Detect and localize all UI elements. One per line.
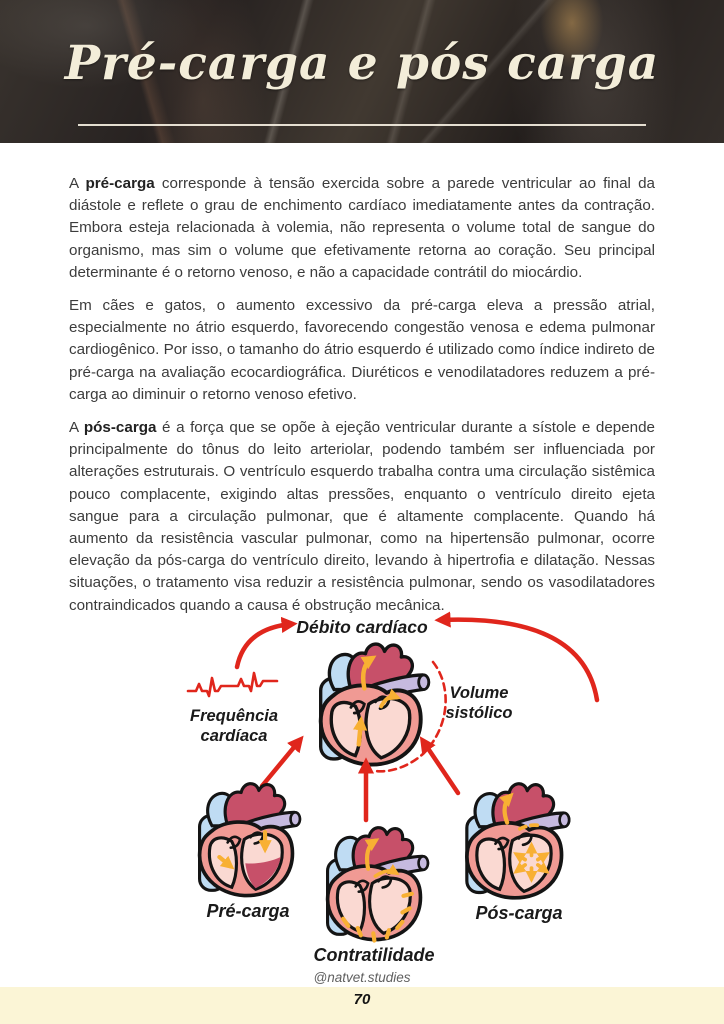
heart-illustration-poscarga [467,784,569,898]
page-title: Pré-carga e pós carga [64,36,660,91]
paragraph-caes-gatos [69,295,655,406]
paragraph-poscarga [69,417,655,617]
heart-illustration-contratilidade [328,828,428,941]
paragraph-body: é a força que se opõe à ejeção ventricular durante a sístole e depende principalmente do tônus do leito arteriolar, podendo também ser influenciada por alterações estruturais. O ventrículo esquerdo trabalha contra uma circulação sistêmica pouco complacente, exigindo altas pressões, enquanto o ventrículo direito ejeta sangue para a circulação pulmonar, que é altamente complacente. Quando há aumento da resistência vascular pulmonar, como na hipertensão pulmonar, ocorre elevação da pós-carga do ventrículo direito, levando à hipertrofia e dilatação. Nessas situações, o tratamento visa reduzir a resistência pulmonar, sendo os vasodilatadores contraindicados quando a causa é obstrução mecânica. [69,419,656,614]
term-pre-carga: pré-carga [85,175,155,192]
label-poscarga: Pós-carga [475,903,563,923]
label-contratilidade: Contratilidade [313,945,435,965]
paragraph-body: corresponde à tensão exercida sobre a parede ventricular ao final da diástole e reflete o grau de enchimento cardíaco imediatamente antes da contração. Embora esteja relacionada à volemia, não representa o volume total de sangue do organismo, mas sim o volume que efetivamente retorna ao coração. Seu principal determinante é o retorno venoso, e não a capacidade contrátil do miocárdio. [69,175,656,281]
page-number: 70 [353,991,371,1008]
arrow-frequencia-to-debito [237,624,292,667]
paragraph-prefix: A [69,419,84,436]
label-frequencia-line1: Frequência [189,707,279,725]
label-volume-line2: sistólico [445,704,513,722]
heart-illustration-central [321,644,429,765]
paragraph-body: Em cães e gatos, o aumento excessivo da pré-carga eleva a pressão atrial, especialmente no átrio esquerdo, favorecendo congestão venosa e edema pulmonar cardiogênico. Por isso, o tamanho do átrio esquerdo é utilizado como índice indireto de pré-carga na avaliação ecocardiográfica. Diuréticos e venodilatadores reduzem a pré-carga ao diminuir o retorno venoso efetivo. [69,297,655,403]
paragraph-precarga [69,173,655,284]
label-frequencia-line2: cardíaca [200,727,268,745]
arrow-precarga-to-heart [262,740,300,786]
label-volume-line1: Volume [449,684,509,702]
arrow-poscarga-to-heart [423,741,458,793]
heart-illustration-precarga [200,784,300,896]
title-underline [78,124,646,126]
label-debito-cardiaco: Débito cardíaco [296,617,428,637]
label-precarga: Pré-carga [206,901,290,921]
paragraph-prefix: A [69,175,86,192]
term-pos-carga: pós-carga [83,419,157,436]
ecg-trace-icon [188,673,277,696]
instagram-handle: @natvet.studies [313,970,411,985]
hemodynamics-diagram [0,600,724,980]
marble-header-banner [0,0,724,143]
